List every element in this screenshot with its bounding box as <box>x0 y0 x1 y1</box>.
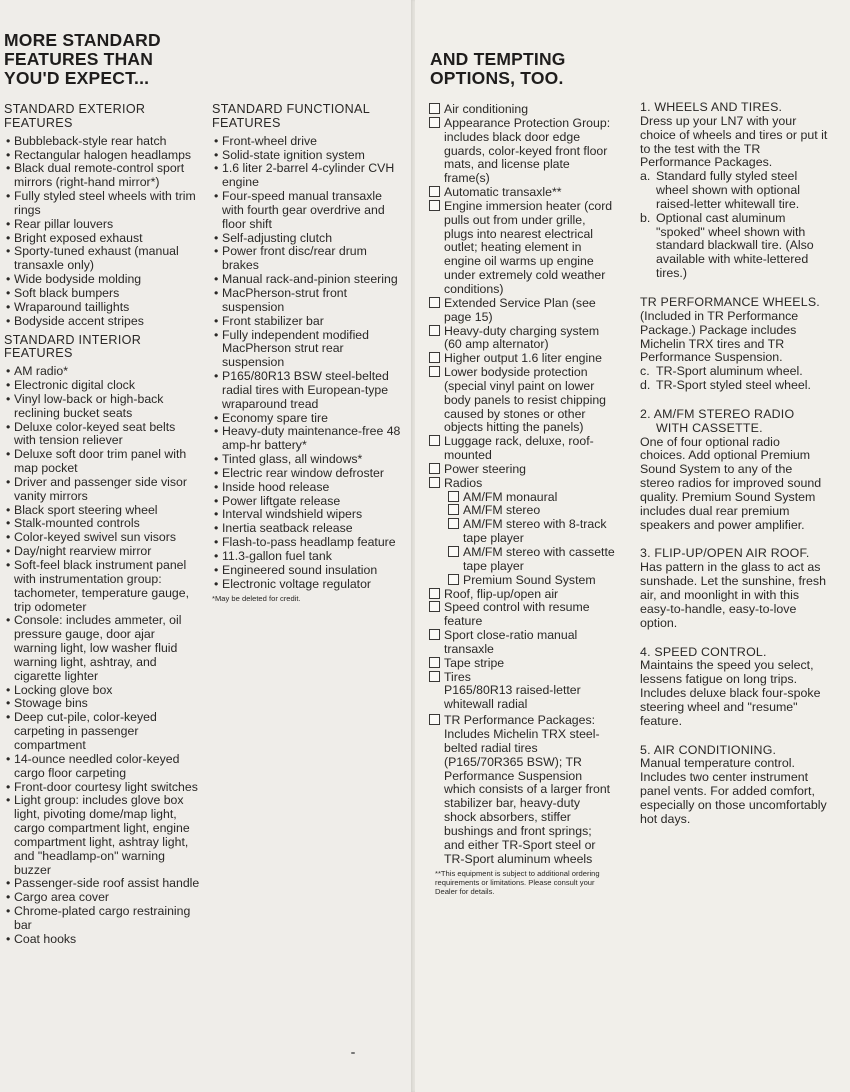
item-text: Standard fully styled steel wheel shown with optional raised-letter whitewall tire. <box>656 169 800 211</box>
checkbox-icon <box>429 352 440 363</box>
list-item: • Front-wheel drive <box>212 135 406 149</box>
option-item-text: Higher output 1.6 liter engine <box>444 351 602 366</box>
radio-option-item-text: Premium Sound System <box>463 572 596 587</box>
options-footnote: **This equipment is subject to additional ordering requirements or limitations. Please consult your Dealer for details. <box>435 869 600 897</box>
option-item <box>429 435 615 463</box>
option-item-text: Roof, flip-up/open air <box>444 586 559 601</box>
list-item: • Manual rack-and-pinion steering <box>212 273 406 287</box>
exterior-title: STANDARD EXTERIOR FEATURES <box>4 102 146 130</box>
option-item <box>429 186 615 200</box>
list-item: • Light group: includes glove box light, pivoting dome/map light, cargo compartment light, engine compartment light, ashtray light, and "headlamp-on" warning buzzer <box>4 794 200 877</box>
radio-option-item <box>448 504 615 518</box>
desc-radio-text: One of four optional radio choices. Add optional Premium Sound System to any of the stereo radios for improved sound quality. Premium Sound System includes dual rear premium speakers and power amplifier. <box>640 434 822 532</box>
list-item: • Vinyl low-back or high-back reclining bucket seats <box>4 393 200 421</box>
functional-column <box>212 103 406 603</box>
desc-tr-wheels-title: TR PERFORMANCE WHEELS. <box>640 294 820 309</box>
desc-roof-text: Has pattern in the glass to act as sunshade. Let the sunshine, fresh air, and moonlight in with this easy-to-handle, easy-to-love option. <box>640 560 826 630</box>
list-item: • Rear pillar louvers <box>4 218 200 232</box>
exterior-list <box>4 135 200 329</box>
list-item: • Four-speed manual transaxle with fourth gear overdrive and floor shift <box>212 190 406 232</box>
checkbox-icon <box>429 714 440 725</box>
radio-option-item-text: AM/FM stereo with cassette tape player <box>463 545 615 573</box>
list-item: • Fully styled steel wheels with trim rings <box>4 190 200 218</box>
list-item: • Color-keyed swivel sun visors <box>4 531 200 545</box>
checkbox-icon <box>429 186 440 197</box>
checkbox-icon <box>429 629 440 640</box>
list-item: • Power front disc/rear drum brakes <box>212 245 406 273</box>
checkbox-icon <box>429 463 440 474</box>
checkbox-icon <box>429 435 440 446</box>
list-item: • Electronic digital clock <box>4 379 200 393</box>
list-item: • Sporty-tuned exhaust (manual transaxle only) <box>4 245 200 273</box>
radio-sublist <box>429 491 615 588</box>
list-item: • Engineered sound insulation <box>212 564 406 578</box>
item-letter: c. <box>640 364 650 379</box>
descriptions-column <box>640 101 828 842</box>
list-item: • Heavy-duty maintenance-free 48 amp-hr battery* <box>212 425 406 453</box>
checkbox-icon <box>448 504 459 515</box>
checkbox-icon <box>429 200 440 211</box>
list-item: • Self-adjusting clutch <box>212 232 406 246</box>
list-item: • Deep cut-pile, color-keyed carpeting in passenger compartment <box>4 711 200 753</box>
list-item: • Chrome-plated cargo restraining bar <box>4 905 200 933</box>
list-item: • Coat hooks <box>4 933 200 947</box>
desc-tr-wheels <box>640 296 828 393</box>
list-item: • Passenger-side roof assist handle <box>4 877 200 891</box>
checkbox-icon <box>448 491 459 502</box>
left-heading: MORE STANDARD FEATURES THAN YOU'D EXPECT... <box>4 30 161 88</box>
functional-footnote: *May be deleted for credit. <box>212 593 301 603</box>
item-letter: b. <box>640 210 651 225</box>
list-item: • Inside hood release <box>212 481 406 495</box>
list-item: • 11.3-gallon fuel tank <box>212 550 406 564</box>
radio-option-item-text: AM/FM stereo with 8-track tape player <box>463 517 607 546</box>
desc-tr-wheels-text: (Included in TR Performance Package.) Package includes Michelin TRX tires and TR Performance Suspension. <box>640 308 799 365</box>
page-mark <box>351 1052 355 1054</box>
option-item <box>429 297 615 325</box>
functional-title: STANDARD FUNCTIONAL FEATURES <box>212 102 370 130</box>
radio-option-item <box>448 574 615 588</box>
item-text: TR-Sport aluminum wheel. <box>656 364 803 379</box>
option-item-tires <box>429 671 615 685</box>
desc-wheels-text: Dress up your LN7 with your choice of wheels and tires or put it to the test with the TR Performance Packages. <box>640 113 828 170</box>
lettered-item <box>640 379 828 393</box>
functional-list <box>212 135 406 592</box>
desc-radio <box>640 408 828 533</box>
interior-title: STANDARD INTERIOR FEATURES <box>4 332 142 361</box>
list-item: • Stowage bins <box>4 697 200 711</box>
checkbox-icon <box>429 601 440 612</box>
desc-tr-wheels-list <box>640 365 828 393</box>
list-item: • Cargo area cover <box>4 891 200 905</box>
option-item <box>429 601 615 629</box>
option-item <box>429 588 615 602</box>
option-item-text: Appearance Protection Group: includes black door edge guards, color-keyed front floor mats, and license plate frame(s) <box>444 115 611 186</box>
option-item-radios <box>429 477 615 491</box>
desc-roof-title: 3. FLIP-UP/OPEN AIR ROOF. <box>640 546 810 561</box>
checkbox-icon <box>429 325 440 336</box>
tr-package-text: TR Performance Packages: Includes Michelin TRX steel-belted radial tires (P165/70R365 BSW); TR Performance Suspension which consists of a larger front stabilizer bar, heavy-duty shock absorbers, stiffer bushings and front springs; and either TR-Sport steel or TR-Sport aluminum wheels <box>444 713 611 866</box>
radio-option-item <box>448 546 615 574</box>
list-item: • Electronic voltage regulator <box>212 578 406 592</box>
checkbox-icon <box>429 117 440 128</box>
option-item-text: Heavy-duty charging system (60 amp alternator) <box>444 323 600 352</box>
checkbox-icon <box>429 657 440 668</box>
checkbox-icon <box>429 103 440 114</box>
option-item-text: Luggage rack, deluxe, roof-mounted <box>444 434 594 463</box>
option-item-text: Tape stripe <box>444 655 505 670</box>
checkbox-icon <box>448 574 459 585</box>
list-item: • Black dual remote-control sport mirrors (right-hand mirror*) <box>4 162 200 190</box>
option-item-text: Extended Service Plan (see page 15) <box>444 295 596 324</box>
checkbox-icon <box>429 297 440 308</box>
list-item: • Deluxe soft door trim panel with map pocket <box>4 448 200 476</box>
list-item: • Front stabilizer bar <box>212 315 406 329</box>
desc-speed-title: 4. SPEED CONTROL. <box>640 644 767 659</box>
list-item: • Electric rear window defroster <box>212 467 406 481</box>
list-item: • Economy spare tire <box>212 412 406 426</box>
checkbox-icon <box>429 671 440 682</box>
checkbox-icon <box>448 518 459 529</box>
tires-label: Tires <box>444 669 471 684</box>
list-item: • Console: includes ammeter, oil pressure gauge, door ajar warning light, low washer fluid warning light, ashtray, and cigarette lighter <box>4 614 200 683</box>
radio-option-item-text: AM/FM monaural <box>463 489 558 504</box>
left-column <box>4 103 200 947</box>
option-item <box>429 463 615 477</box>
list-item: • Soft black bumpers <box>4 287 200 301</box>
item-letter: d. <box>640 378 651 393</box>
option-item <box>429 629 615 657</box>
item-text: Optional cast aluminum "spoked" wheel shown with standard blackwall tire. (Also available with white-lettered tires.) <box>656 210 814 281</box>
list-item: • Flash-to-pass headlamp feature <box>212 536 406 550</box>
list-item: • Bright exposed exhaust <box>4 232 200 246</box>
list-item: • Bodyside accent stripes <box>4 315 200 329</box>
desc-speed-text: Maintains the speed you select, lessens fatigue on long trips. Includes deluxe black four-spoke steering wheel and "resume" feature. <box>640 658 821 728</box>
desc-speed <box>640 646 828 729</box>
desc-wheels-title: 1. WHEELS AND TIRES. <box>640 100 783 114</box>
list-item: • Fully independent modified MacPherson strut rear suspension <box>212 329 406 371</box>
option-item-text: Lower bodyside protection (special vinyl paint on lower body panels to resist chipping caused by stones or other objects hitting the panels) <box>444 365 607 435</box>
list-item: • Locking glove box <box>4 684 200 698</box>
checkbox-icon <box>448 546 459 557</box>
list-item: • 1.6 liter 2-barrel 4-cylinder CVH engine <box>212 162 406 190</box>
option-item <box>429 366 615 435</box>
list-item: • Day/night rearview mirror <box>4 545 200 559</box>
radio-option-item <box>448 491 615 505</box>
list-item: • Driver and passenger side visor vanity mirrors <box>4 476 200 504</box>
radios-label: Radios <box>444 475 483 490</box>
list-item: • Tinted glass, all windows* <box>212 453 406 467</box>
lettered-item <box>640 170 828 212</box>
option-item-text: Automatic transaxle** <box>444 185 562 200</box>
checkbox-icon <box>429 477 440 488</box>
list-item: • Rectangular halogen headlamps <box>4 149 200 163</box>
list-item: • Stalk-mounted controls <box>4 517 200 531</box>
lettered-item <box>640 212 828 281</box>
desc-roof <box>640 547 828 630</box>
option-item <box>429 200 615 297</box>
list-item: • Black sport steering wheel <box>4 504 200 518</box>
desc-ac-text: Manual temperature control. Includes two center instrument panel vents. For added comfort, especially on those uncomfortably hot days. <box>640 756 827 826</box>
options-column <box>429 103 615 896</box>
list-item: • Solid-state ignition system <box>212 149 406 163</box>
tires-detail: P165/80R13 raised-letter whitewall radial <box>444 683 581 712</box>
option-item <box>429 103 615 117</box>
option-item-tr-package <box>429 714 615 866</box>
desc-radio-title-2: WITH CASSETTE. <box>656 420 763 435</box>
tires-option <box>429 671 615 867</box>
option-item <box>429 117 615 186</box>
list-item: • Deluxe color-keyed seat belts with tension reliever <box>4 421 200 449</box>
radios-option <box>429 477 615 491</box>
option-item <box>429 325 615 353</box>
option-item-text: Speed control with resume feature <box>444 600 590 629</box>
list-item: • Wraparound taillights <box>4 301 200 315</box>
list-item: • Front-door courtesy light switches <box>4 781 200 795</box>
list-item: • Wide bodyside molding <box>4 273 200 287</box>
desc-wheels <box>640 101 828 281</box>
option-item-text: Power steering <box>444 461 527 476</box>
item-text: TR-Sport styled steel wheel. <box>656 378 811 393</box>
right-heading: AND TEMPTING OPTIONS, TOO. <box>430 49 566 88</box>
option-item-text: Engine immersion heater (cord pulls out from under grille, plugs into nearest electrical outlet; heating element in engine oil warms up engine under extremely cold weather conditions) <box>444 198 613 296</box>
list-item: • 14-ounce needled color-keyed cargo floor carpeting <box>4 753 200 781</box>
option-item-text: Sport close-ratio manual transaxle <box>444 628 578 656</box>
list-item: • P165/80R13 BSW steel-belted radial tires with European-type wraparound tread <box>212 370 406 412</box>
desc-ac <box>640 744 828 827</box>
list-item: • MacPherson-strut front suspension <box>212 287 406 315</box>
interior-list <box>4 365 200 946</box>
checkbox-icon <box>429 588 440 599</box>
list-item: • Inertia seatback release <box>212 522 406 536</box>
list-item: • Power liftgate release <box>212 495 406 509</box>
desc-wheels-list <box>640 170 828 281</box>
list-item: • Interval windshield wipers <box>212 508 406 522</box>
item-letter: a. <box>640 169 651 184</box>
option-item-text: Air conditioning <box>444 102 529 116</box>
checkbox-icon <box>429 366 440 377</box>
option-item <box>429 352 615 366</box>
options-list <box>429 103 615 477</box>
option-item <box>429 657 615 671</box>
list-item: • AM radio* <box>4 365 200 379</box>
list-item: • Soft-feel black instrument panel with instrumentation group: tachometer, temperature gauge, trip odometer <box>4 559 200 614</box>
list-item: • Bubbleback-style rear hatch <box>4 135 200 149</box>
lettered-item <box>640 365 828 379</box>
desc-ac-title: 5. AIR CONDITIONING. <box>640 742 777 757</box>
radio-option-item <box>448 518 615 546</box>
desc-radio-title: 2. AM/FM STEREO RADIO <box>640 406 795 421</box>
radio-option-item-text: AM/FM stereo <box>463 503 541 518</box>
options-list-continued <box>429 588 615 671</box>
